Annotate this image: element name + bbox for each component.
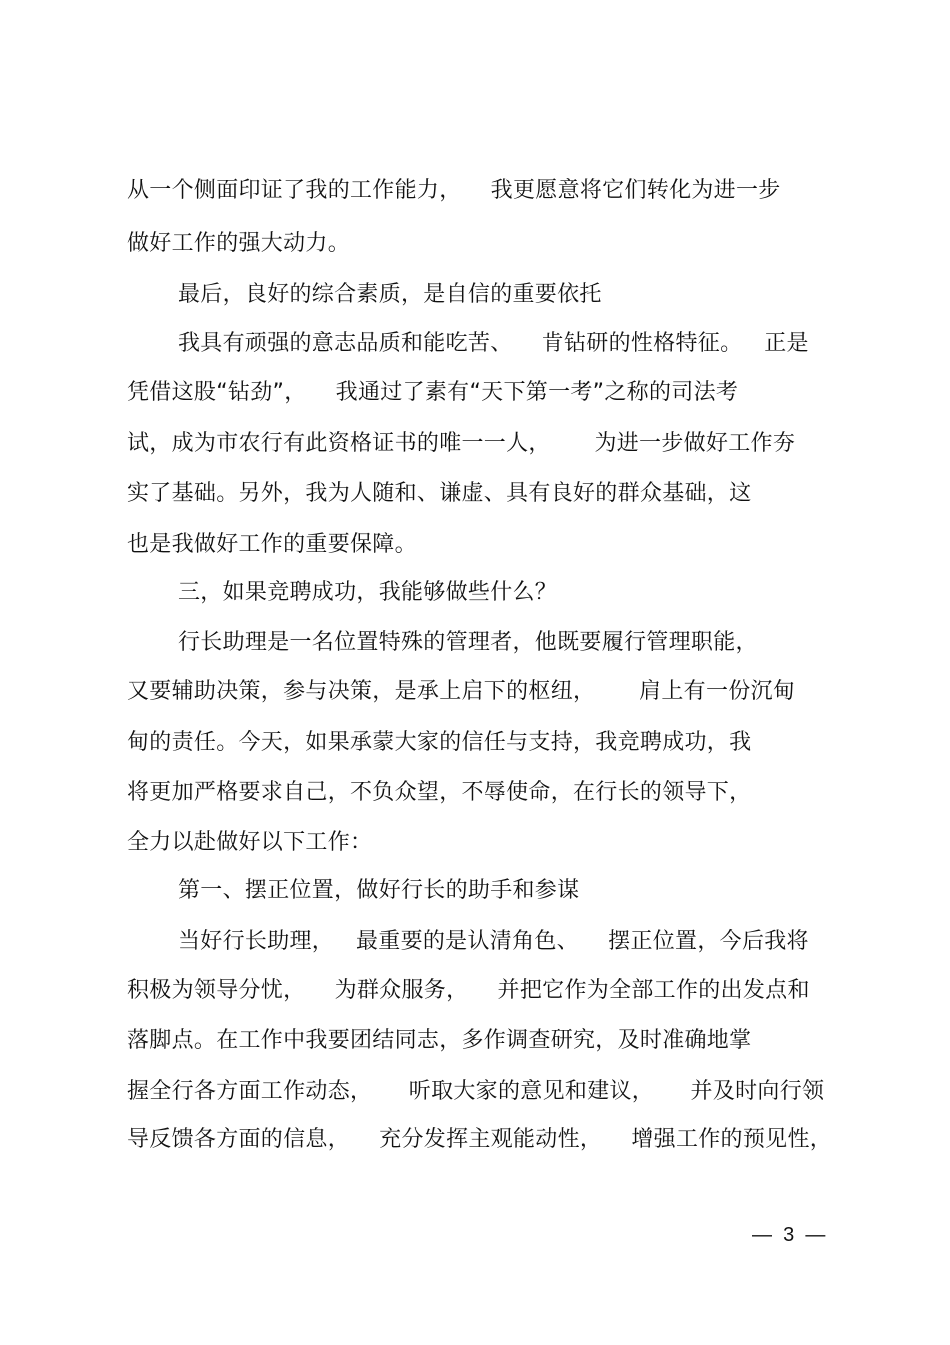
section-heading: 第一、摆正位置，做好行长的助手和参谋	[178, 878, 580, 903]
body-text-line: 又要辅助决策，参与决策，是承上启下的枢纽， 肩上有一份沉甸	[127, 679, 796, 704]
body-text-line: 积极为领导分忧， 为群众服务， 并把它作为全部工作的出发点和	[127, 978, 810, 1003]
body-text-line: 落脚点。在工作中我要团结同志，多作调查研究，及时准确地掌	[127, 1028, 752, 1053]
body-text-line: 全力以赴做好以下工作：	[127, 830, 373, 855]
body-text-line: 凭借这股“钻劲”， 我通过了素有“天下第一考”之称的司法考	[127, 380, 739, 405]
body-text-line: 也是我做好工作的重要保障。	[127, 532, 417, 557]
body-text-line: 我具有顽强的意志品质和能吃苦、 肯钻研的性格特征。 正是	[178, 331, 809, 356]
body-text-line: 行长助理是一名位置特殊的管理者，他既要履行管理职能，	[178, 630, 758, 655]
body-text-line: 试，成为市农行有此资格证书的唯一一人， 为进一步做好工作夯	[127, 431, 796, 456]
body-text-line: 做好工作的强大动力。	[127, 231, 351, 256]
body-text-line: 当好行长助理， 最重要的是认清角色、 摆正位置，今后我将	[178, 929, 809, 954]
body-text-line: 甸的责任。今天，如果承蒙大家的信任与支持，我竞聘成功，我	[127, 730, 752, 755]
body-text-line: 从一个侧面印证了我的工作能力， 我更愿意将它们转化为进一步	[127, 178, 781, 203]
body-text-line: 将更加严格要求自己，不负众望，不辱使命，在行长的领导下，	[127, 780, 752, 805]
section-heading: 三，如果竞聘成功，我能够做些什么？	[178, 580, 558, 605]
body-text-line: 实了基础。另外，我为人随和、谦虚、具有良好的群众基础，这	[127, 481, 752, 506]
page-number: — 3 —	[752, 1224, 826, 1246]
body-text-line: 导反馈各方面的信息， 充分发挥主观能动性， 增强工作的预见性，	[127, 1127, 833, 1152]
section-heading: 最后，良好的综合素质，是自信的重要依托	[178, 282, 602, 307]
body-text-line: 握全行各方面工作动态， 听取大家的意见和建议， 并及时向行领	[127, 1079, 825, 1104]
